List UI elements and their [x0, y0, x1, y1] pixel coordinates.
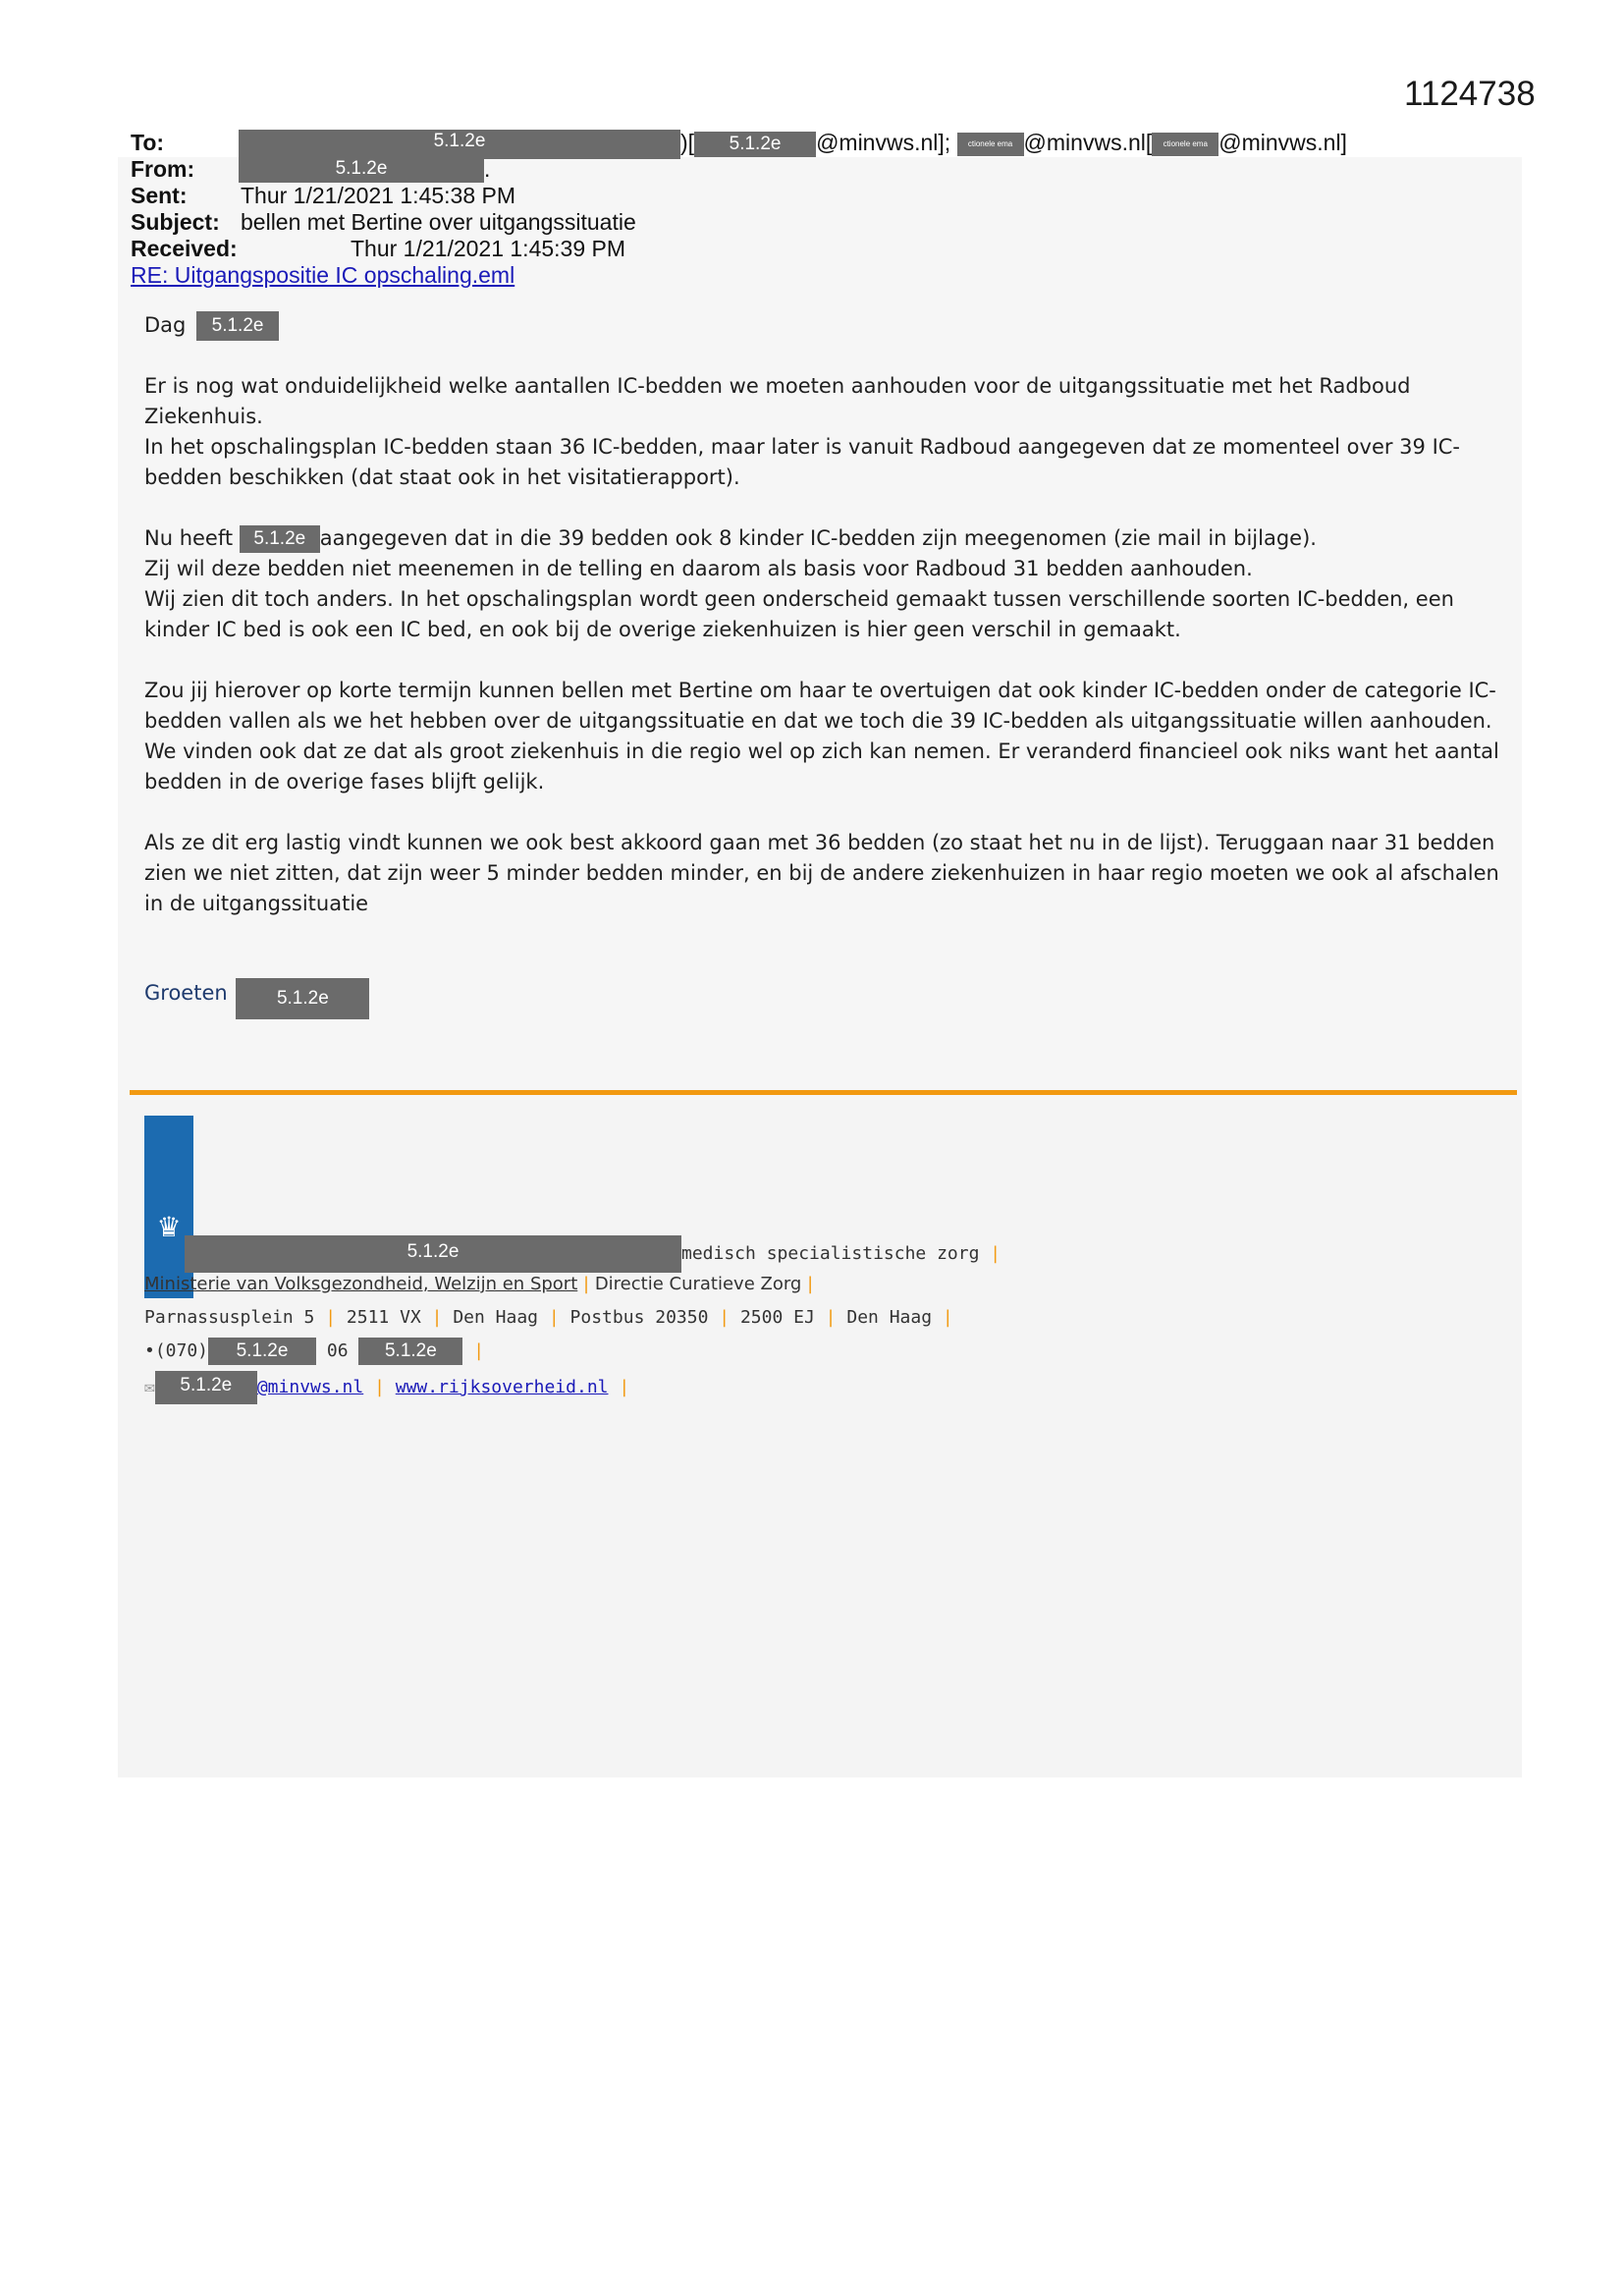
- received-label: Received:: [131, 236, 238, 261]
- separator: |: [719, 1307, 731, 1328]
- redaction-box: 5.1.2e: [239, 159, 484, 183]
- separator: |: [583, 1274, 590, 1294]
- separator: |: [619, 1377, 630, 1397]
- mobile-prefix: 06: [326, 1340, 349, 1361]
- separator: |: [548, 1307, 560, 1328]
- salutation: Dag: [144, 313, 187, 337]
- redaction-box: 5.1.2e: [240, 525, 320, 553]
- separator: |: [431, 1307, 443, 1328]
- paragraph-1b-text: In het opschalingsplan IC-bedden staan 36 IC-bedden, maar later is vanuit Radboud aangegeven dat ze momenteel over 39 IC-bedden beschikken (dat staat ook in het visitatierapport).: [144, 435, 1461, 489]
- separator: |: [325, 1307, 337, 1328]
- closing: Groeten: [144, 981, 228, 1005]
- redaction-box: 5.1.2e: [155, 1371, 257, 1404]
- address-city: Den Haag: [453, 1307, 539, 1328]
- paragraph-2b-text: Zij wil deze bedden niet meenemen in de telling en daarom als basis voor Radboud 31 bedden aanhouden.: [144, 557, 1253, 580]
- from-label: From:: [131, 156, 195, 182]
- redaction-box: ctionele ema: [957, 133, 1024, 156]
- document-number: 1124738: [1404, 75, 1536, 113]
- redaction-box: 5.1.2e: [239, 130, 680, 159]
- redaction-box: 5.1.2e: [196, 311, 279, 341]
- redaction-box: 5.1.2e: [208, 1338, 316, 1365]
- subject-label: Subject:: [131, 209, 220, 235]
- directorate: Directie Curatieve Zorg: [594, 1274, 802, 1294]
- signature-ministry-line: [144, 1274, 813, 1294]
- separator: |: [990, 1243, 1001, 1264]
- closing-line: [144, 978, 1499, 1019]
- address-postbus: Postbus 20350: [569, 1307, 709, 1328]
- email-body: [144, 310, 1499, 1050]
- address-postcode: 2511 VX: [346, 1307, 421, 1328]
- signature-address-line: [144, 1307, 953, 1328]
- sent-value: Thur 1/21/2021 1:45:38 PM: [241, 183, 516, 208]
- signature-email-line: [144, 1371, 629, 1404]
- separator: |: [942, 1307, 953, 1328]
- to-domain: @minvws.nl[: [1023, 130, 1153, 155]
- paragraph-2-pre: Nu heeft: [144, 526, 234, 550]
- signature-name-line: [185, 1235, 1001, 1273]
- website-link[interactable]: www.rijksoverheid.nl: [395, 1377, 609, 1397]
- envelope-icon: ✉: [144, 1377, 155, 1397]
- paragraph-1-text: Er is nog wat onduidelijkheid welke aantallen IC-bedden we moeten aanhouden voor de uitgangssituatie met het Radboud Ziekenhuis.: [144, 374, 1411, 428]
- signature-role: medisch specialistische zorg: [681, 1243, 980, 1264]
- ministry-name: Ministerie van Volksgezondheid, Welzijn en Sport: [144, 1274, 578, 1294]
- paragraph-3: Zou jij hierover op korte termijn kunnen bellen met Bertine om haar te overtuigen dat ook kinder IC-bedden onder de categorie IC-bedden vallen als we het hebben over de uitgangssituatie en dat we toch die 39 IC-bedden als uitgangssituatie willen aanhouden. We vinden ook dat ze dat als groot ziekenhuis in die regio wel op zich kan nemen. Er veranderd financieel ook niks want het aantal bedden in de overige fases blijft gelijk.: [144, 679, 1499, 793]
- to-separator: )[: [680, 130, 695, 155]
- separator: |: [473, 1340, 485, 1361]
- to-domain: @minvws.nl]: [1218, 130, 1347, 155]
- to-domain: @minvws.nl];: [816, 130, 951, 155]
- redaction-box: 5.1.2e: [358, 1338, 462, 1365]
- subject-value: bellen met Bertine over uitgangssituatie: [241, 209, 636, 235]
- signature-background: [118, 1100, 1522, 1777]
- paragraph-1: [144, 371, 1499, 493]
- received-value: Thur 1/21/2021 1:45:39 PM: [351, 236, 626, 261]
- signature-phone-line: [144, 1338, 484, 1365]
- attachment-link[interactable]: RE: Uitgangspositie IC opschaling.eml: [131, 262, 515, 288]
- paragraph-2c-text: Wij zien dit toch anders. In het opschalingsplan wordt geen onderscheid gemaakt tussen verschillende soorten IC-bedden, een kinder IC bed is ook een IC bed, en ook bij de overige ziekenhuizen is hier geen verschil in gemaakt.: [144, 587, 1454, 641]
- signature-divider: [130, 1090, 1517, 1095]
- separator: |: [374, 1377, 385, 1397]
- crest-icon: ♛: [156, 1212, 182, 1242]
- email-link[interactable]: @minvws.nl: [256, 1377, 364, 1397]
- separator: |: [807, 1274, 814, 1294]
- address-postbus-city: Den Haag: [846, 1307, 933, 1328]
- address-postbus-code: 2500 EJ: [739, 1307, 815, 1328]
- redaction-box: 5.1.2e: [694, 132, 816, 157]
- redaction-box: ctionele ema: [1152, 133, 1218, 156]
- salutation-line: [144, 310, 1499, 341]
- phone-prefix: •(070): [144, 1340, 209, 1361]
- redaction-box: 5.1.2e: [236, 978, 369, 1019]
- separator: |: [825, 1307, 837, 1328]
- redaction-box: 5.1.2e: [185, 1235, 681, 1273]
- paragraph-2-post: aangegeven dat in die 39 bedden ook 8 kinder IC-bedden zijn meegenomen (zie mail in bijlage).: [319, 526, 1317, 550]
- paragraph-4: Als ze dit erg lastig vindt kunnen we ook best akkoord gaan met 36 bedden (zo staat het nu in de lijst). Teruggaan naar 31 bedden zien we niet zitten, dat zijn weer 5 minder bedden minder, en bij de andere ziekenhuizen in haar regio moeten we ook al afschalen in de uitgangssituatie: [144, 831, 1499, 915]
- to-label: To:: [131, 130, 165, 155]
- sent-label: Sent:: [131, 183, 188, 208]
- from-tail: .: [484, 156, 491, 182]
- address-street: Parnassusplein 5: [144, 1307, 315, 1328]
- paragraph-2: [144, 523, 1499, 645]
